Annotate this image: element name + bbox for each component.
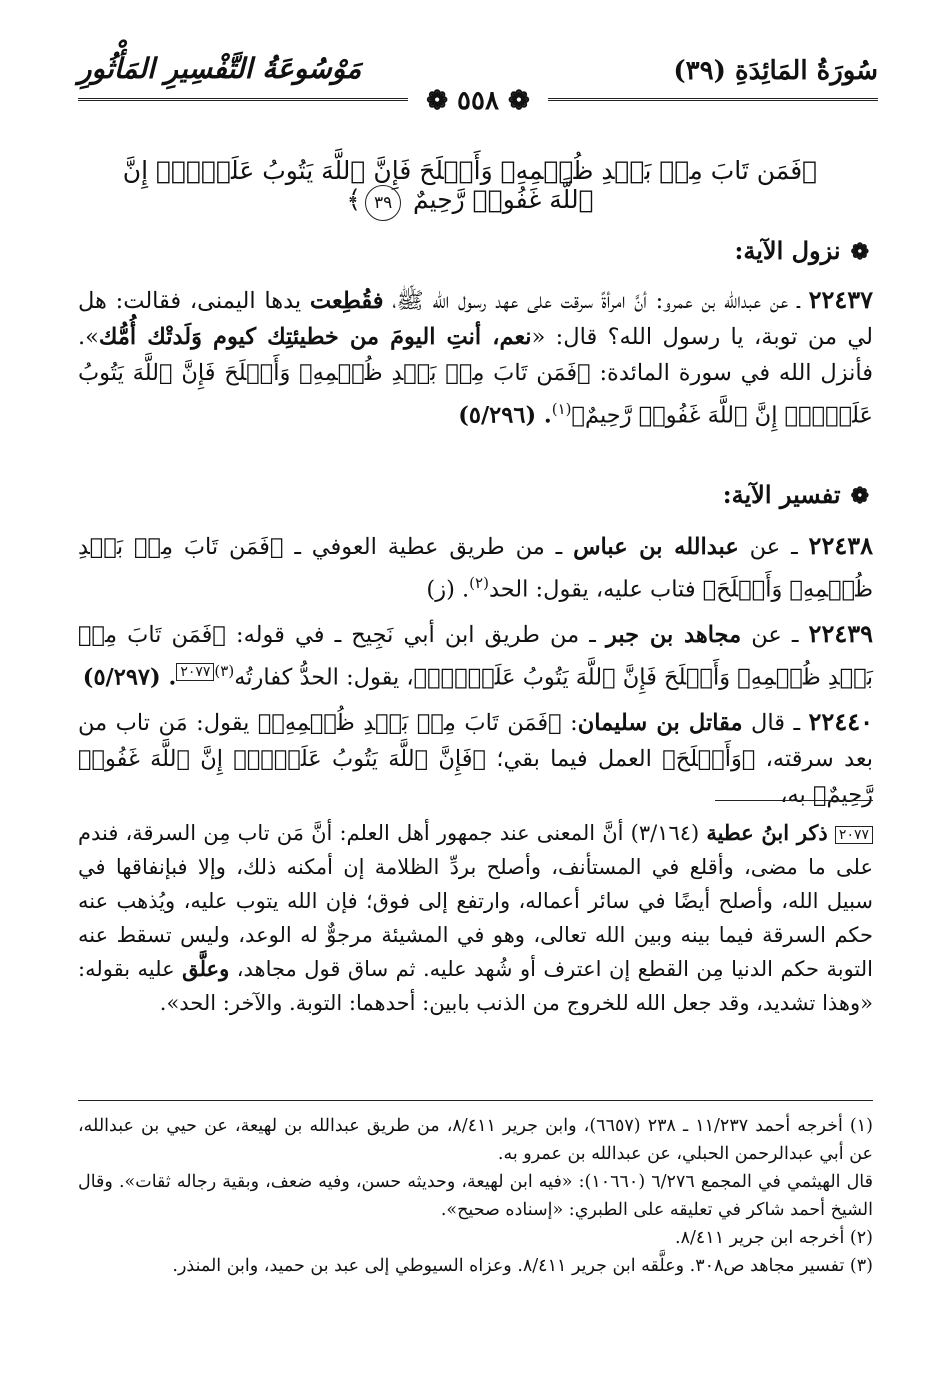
commentary-note: ٢٠٧٧ ذكر ابنُ عطية (٣/١٦٤) أنَّ المعنى عند جمهور أهل العلم: أنَّ مَن تاب مِن السرقة، فندم على ما مضى، وأقلع في المستأنف، وأصلح بردِّ الظلامة إن أمكنه ذلك، وإلا فبإنفاقها في سبيل الله، وأصلح أيضًا في سائر أعماله، وارتفع إلى فوق؛ فإن الله يتوب عليه، ويُذهب عنه حكم السرقة فيما بينه وبين الله تعالى، وهو في المشيئة مرجوٌّ له الوعد، وليس تسقط عنه التوبة حكم الدنيا مِن القطع إن اعترف أو شُهد عليه. ثم ساق قول مجاهد، وعلَّق عليه بقوله: «وهذا تشديد، وقد جعل الله للخروج من الذنب بابين: أحدهما: التوبة. والآخر: الحد». [78,820,873,1015]
section-heading-revelation: ❁نزول الآية: [734,236,869,265]
verse-number-badge: ٣٩ [365,185,401,221]
flower-icon: ❁ [850,239,869,265]
ornament-icon: ❁ [508,86,530,116]
verse-close: ﴾ [346,185,362,214]
section-heading-tafsir: ❁تفسير الآية: [722,480,869,509]
ornament-icon: ❁ [426,86,448,116]
page-number: ❁ ٥٥٨ ❁ [426,86,530,116]
note-ref-box[interactable]: ٢٠٧٧ [176,663,214,681]
footnote-3: (٣) تفسير مجاهد ص٣٠٨. وعلَّقه ابن جرير ٨/٤١١. وعزاه السيوطي إلى عبد بن حميد، وابن المنذر. [172,1256,873,1276]
footnote-ref[interactable]: (٢) [469,574,489,592]
flower-icon: ❁ [850,483,869,509]
narration-number: ٢٢٤٣٩ [808,619,873,648]
narration-number: ٢٢٤٤٠ [808,707,873,736]
footnote-ref[interactable]: (١) [551,400,572,418]
narration-number: ٢٢٤٣٧ [808,285,874,314]
narration-22438: ٢٢٤٣٨ ـ عن عبدالله بن عباس ـ من طريق عطية العوفي ـ ﴿فَمَن تَابَ مِنۢ بَعۡدِ ظُلۡمِهِۦ وَأَصۡلَحَ﴾ فتاب عليه، يقول: الحد$^{(٢)}$. (ز) [78,531,873,603]
footnote-divider [78,1100,873,1101]
footnotes [78,1112,873,1280]
book-title: مَوْسُوعَةُ التَّفْسِيرِ المَأْثُورِ [78,52,362,85]
header-rule-left [78,98,408,101]
note-divider [715,800,873,801]
footnote-2: (٢) أخرجه ابن جرير ٨/٤١١. [675,1228,873,1248]
footnote-ref[interactable]: (٣) [214,662,235,680]
narration-22437: ٢٢٤٣٧ ـ عن عبدالله بن عمرو: أنَّ امرأةً سرقت على عهد رسول الله ﷺ، فقُطِعت يدها اليمنى، فقالت: هل لي من توبة، يا رسول الله؟ قال: «نعم، أنتِ اليومَ من خطيئتِك كيوم وَلَدتْك أُمُّك». فأنزل الله في سورة المائدة: ﴿فَمَن تَابَ مِنۢ بَعۡدِ ظُلۡمِهِۦ وَأَصۡلَحَ فَإِنَّ ٱللَّهَ يَتُوبُ عَلَيۡهِۚ إِنَّ ٱللَّهَ غَفُورٞ رَّحِيمٌ﴾$^{(١)}$. (٥/٢٩٦) [78,285,874,429]
quran-verse [100,156,840,221]
narration-number: ٢٢٤٣٨ [808,531,873,560]
footnote-1: (١) أخرجه أحمد ١١/٢٣٧ ـ ٢٣٨ (٦٦٥٧)، وابن جرير ٨/٤١١، من طريق عبدالله بن لهيعة، عن حيي بن عبدالله، عن أبي عبدالرحمن الحبلي، عن عبدالله بن عمرو به. [78,1116,873,1164]
narration-22439: ٢٢٤٣٩ ـ عن مجاهد بن جبر ـ من طريق ابن أبي نَجِيح ـ في قوله: ﴿فَمَن تَابَ مِنۢ بَعۡدِ ظُلۡمِهِۦ وَأَصۡلَحَ فَإِنَّ ٱللَّهَ يَتُوبُ عَلَيۡهِۗ﴾، يقول: الحدُّ كفارتُه$^{(٣)}$٢٠٧٧. (٥/٢٩٧) [78,619,873,691]
note-number-box: ٢٠٧٧ [835,826,873,844]
page-header [78,52,878,116]
surah-title: سُورَةُ المَائِدَةِ (٣٩) [673,56,878,86]
footnote-1-cont: قال الهيثمي في المجمع ٦/٢٧٦ (١٠٦٦٠): «فيه ابن لهيعة، وحديثه حسن، وفيه ضعف، وبقية رجاله ثقات». وقال الشيخ أحمد شاكر في تعليقه على الطبري: «إسناده صحيح». [78,1172,874,1220]
narration-22440: ٢٢٤٤٠ ـ قال مقاتل بن سليمان: ﴿فَمَن تَابَ مِنۢ بَعۡدِ ظُلۡمِهِۦ﴾ يقول: مَن تاب من بعد سرقته، ﴿وَأَصۡلَحَ﴾ العمل فيما بقي؛ ﴿فَإِنَّ ٱللَّهَ يَتُوبُ عَلَيۡهِۚ إِنَّ ٱللَّهَ غَفُورٞ رَّحِيمٌ﴾ به، [78,707,873,808]
verse-text: ﴿فَمَن تَابَ مِنۢ بَعۡدِ ظُلۡمِهِۦ وَأَصۡلَحَ فَإِنَّ ٱللَّهَ يَتُوبُ عَلَيۡهِۚ إِنَّ ٱللَّهَ غَفُورٞ رَّحِيمٌ [122,156,818,214]
header-rule-right [548,98,878,101]
